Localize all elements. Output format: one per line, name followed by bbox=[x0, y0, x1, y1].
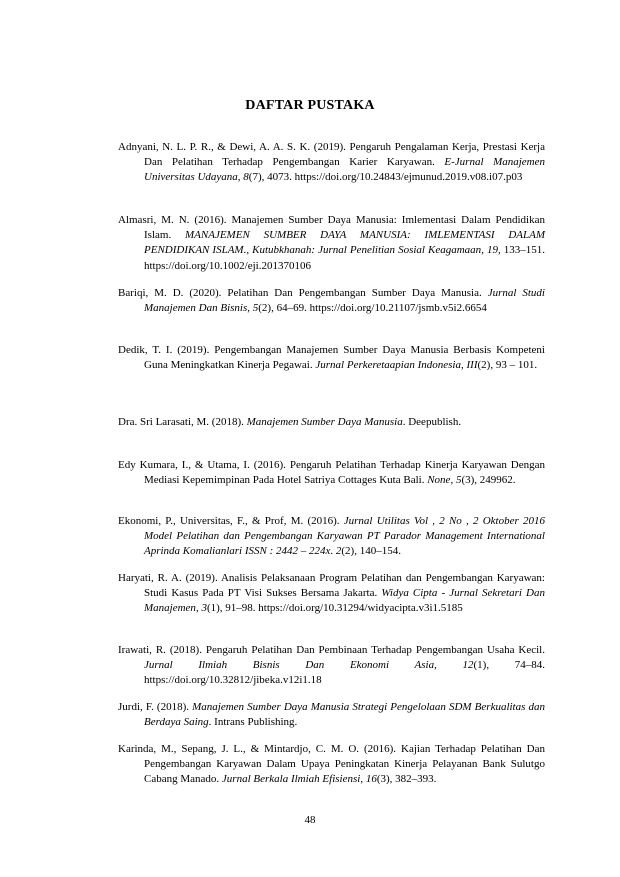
reference-entry: Adnyani, N. L. P. R., & Dewi, A. A. S. K. (2019). Pengaruh Pengalaman Kerja, Prestasi Kerja Dan Pelatihan Terhadap Pengembangan Karier Karyawan. E-Jurnal Manajemen Universitas Udayana, 8(7), 4073. https://doi.org/10.24843/ejmunud.2019.v08.i07.p03 bbox=[118, 141, 545, 184]
reference-entry: Almasri, M. N. (2016). Manajemen Sumber Daya Manusia: Imlementasi Dalam Pendidikan Islam. MANAJEMEN SUMBER DAYA MANUSIA: IMLEMENTASI DALAM PENDIDIKAN ISLAM., Kutubkhanah: Jurnal Penelitian Sosial Keagamaan, 19, 133–151. https://doi.org/10.1002/eji.201370106 bbox=[118, 214, 546, 272]
reference-entry: Haryati, R. A. (2019). Analisis Pelaksanaan Program Pelatihan dan Pengembangan Karyawan: Studi Kasus Pada PT Visi Sukses Bersama Jakarta. Widya Cipta - Jurnal Sekretari Dan Manajemen, 3(1), 91–98. https://doi.org/10.31294/widyacipta.v3i1.5185 bbox=[118, 572, 545, 615]
page-title: DAFTAR PUSTAKA bbox=[245, 98, 375, 113]
reference-entry: Ekonomi, P., Universitas, F., & Prof, M. (2016). Jurnal Utilitas Vol , 2 No , 2 Oktober 2016 Model Pelatihan dan Pengembangan Karyawan PT Parador Management International Aprinda Komalianlari ISSN : 2442 – 224x. 2(2), 140–154. bbox=[118, 515, 545, 558]
reference-entry: Karinda, M., Sepang, J. L., & Mintardjo, C. M. O. (2016). Kajian Terhadap Pelatihan Dan Pengembangan Karyawan Dalam Upaya Peningkatan Kinerja Pelayanan Bank Sulutgo Cabang Manado. Jurnal Berkala Ilmiah Efisiensi, 16(3), 382–393. bbox=[118, 743, 545, 786]
reference-entry: Jurdi, F. (2018). Manajemen Sumber Daya Manusia Strategi Pengelolaan SDM Berkualitas dan Berdaya Saing. Intrans Publishing. bbox=[118, 701, 545, 729]
page-number: 48 bbox=[304, 814, 316, 826]
reference-entry: Dra. Sri Larasati, M. (2018). Manajemen Sumber Daya Manusia. Deepublish. bbox=[118, 416, 462, 428]
reference-entry: Irawati, R. (2018). Pengaruh Pelatihan Dan Pembinaan Terhadap Pengembangan Usaha Kecil. Jurnal Ilmiah Bisnis Dan Ekonomi Asia, 12(1), 74–84. https://doi.org/10.32812/jibeka.v12i1.18 bbox=[118, 644, 546, 687]
reference-entry: Edy Kumara, I., & Utama, I. (2016). Pengaruh Pelatihan Terhadap Kinerja Karyawan Dengan Mediasi Kepemimpinan Pada Hotel Satriya Cottages Kuta Bali. None, 5(3), 249962. bbox=[118, 459, 545, 487]
reference-entry: Dedik, T. I. (2019). Pengembangan Manajemen Sumber Daya Manusia Berbasis Kompeteni Guna Meningkatkan Kinerja Pegawai. Jurnal Perkeretaapian Indonesia, III(2), 93 – 101. bbox=[118, 344, 545, 372]
reference-entry: Bariqi, M. D. (2020). Pelatihan Dan Pengembangan Sumber Daya Manusia. Jurnal Studi Manajemen Dan Bisnis, 5(2), 64–69. https://doi.org/10.21107/jsmb.v5i2.6654 bbox=[118, 287, 545, 315]
